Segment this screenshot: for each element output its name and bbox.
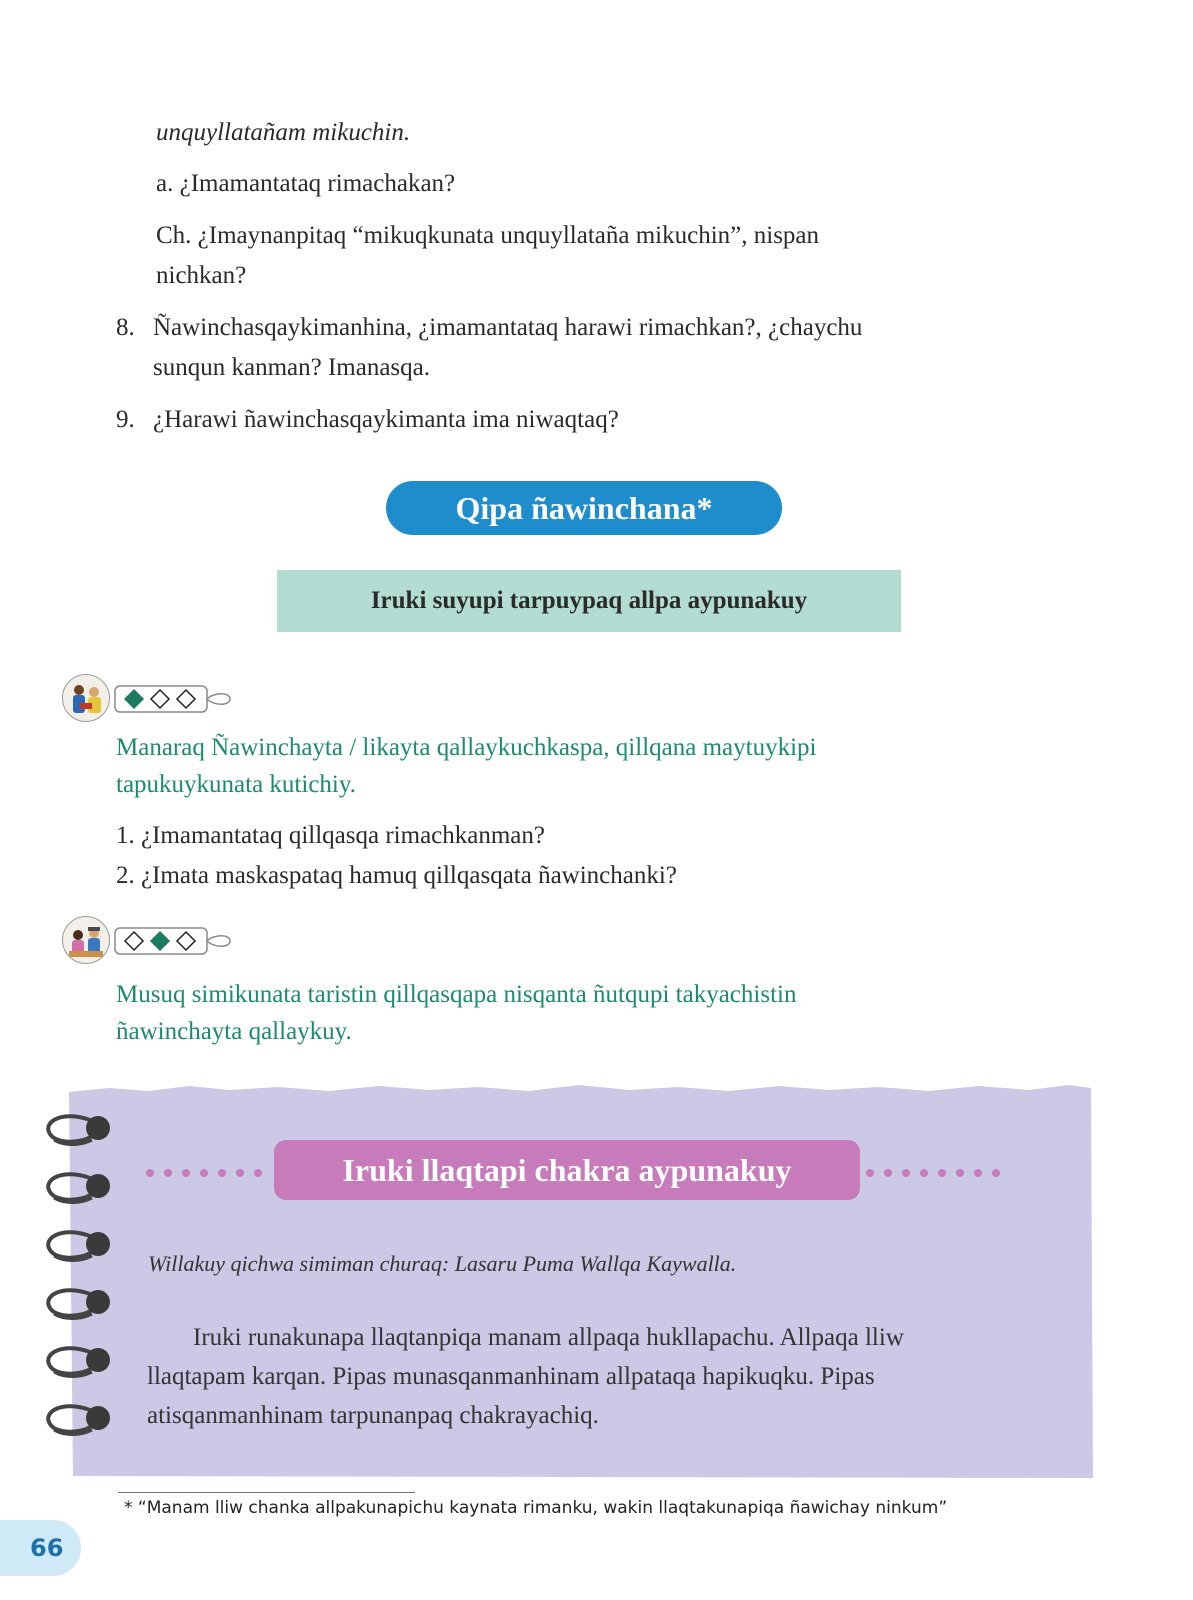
activity1-item2: 2. ¿Imata maskaspataq hamuq qillqasqata ñawinchanki? <box>116 862 677 889</box>
question-a: a. ¿Imamantataq rimachakan? <box>156 170 456 197</box>
difficulty-level-2-icon <box>114 927 232 957</box>
subheader-box: Iruki suyupi tarpuypaq allpa aypunakuy <box>277 570 901 632</box>
activity1-instruction-line1: Manaraq Ñawinchayta / likayta qallaykuchkaspa, qillqana maytuykipi <box>116 734 817 761</box>
question-8-line2: sunqun kanman? Imanasqa. <box>153 354 431 381</box>
spiral-ring-icon <box>42 1344 114 1382</box>
reading-paragraph-line3: atisqanmanhinam tarpunanpaq chakrayachiq. <box>147 1402 599 1429</box>
footnote-text: * “Manam lliw chanka allpakunapichu kaynata rimanku, wakin llaqtakunapiqa ñawichay ninkum” <box>124 1498 948 1518</box>
question-8-number: 8. <box>116 314 135 341</box>
activity1-instruction-line2: tapukuykunata kutichiy. <box>116 771 356 798</box>
dotted-line-left <box>145 1165 269 1175</box>
dotted-line-right <box>865 1165 1005 1175</box>
reading-title-pill: Iruki llaqtapi chakra aypunakuy <box>274 1140 860 1200</box>
activity2-instruction-line2: ñawinchayta qallaykuy. <box>116 1018 352 1045</box>
question-9-text: ¿Harawi ñawinchasqaykimanta ima niwaqtaq? <box>153 406 619 433</box>
activity2-instruction-line1: Musuq simikunata taristin qillqasqapa nisqanta ñutqupi takyachistin <box>116 981 797 1008</box>
spiral-ring-icon <box>42 1286 114 1324</box>
question-9-number: 9. <box>116 406 135 433</box>
footnote-divider <box>118 1492 415 1493</box>
question-intro-line: unquyllatañam mikuchin. <box>156 119 411 146</box>
reading-author-credit: Willakuy qichwa simiman churaq: Lasaru Puma Wallqa Kaywalla. <box>148 1251 737 1276</box>
students-reading-avatar <box>62 674 110 722</box>
activity1-item1: 1. ¿Imamantataq qillqasqa rimachkanman? <box>116 822 545 849</box>
spiral-ring-icon <box>42 1112 114 1150</box>
page-number: 66 <box>30 1534 64 1562</box>
spiral-ring-icon <box>42 1170 114 1208</box>
reading-paragraph-line1: Iruki runakunapa llaqtanpiqa manam allpaqa hukllapachu. Allpaqa lliw <box>193 1324 904 1351</box>
difficulty-level-1-icon <box>114 685 232 715</box>
question-8-line1: Ñawinchasqaykimanhina, ¿imamantataq harawi rimachkan?, ¿chaychu <box>153 314 863 341</box>
section-title-pill: Qipa ñawinchana* <box>386 481 782 535</box>
students-writing-avatar <box>62 916 110 964</box>
spiral-ring-icon <box>42 1228 114 1266</box>
reading-paragraph-line2: llaqtapam karqan. Pipas munasqanmanhinam allpataqa hapikuqku. Pipas <box>147 1363 875 1390</box>
spiral-ring-icon <box>42 1402 114 1440</box>
question-ch-line2: nichkan? <box>156 262 247 289</box>
question-ch-line1: Ch. ¿Imaynanpitaq “mikuqkunata unquyllataña mikuchin”, nispan <box>156 222 820 249</box>
